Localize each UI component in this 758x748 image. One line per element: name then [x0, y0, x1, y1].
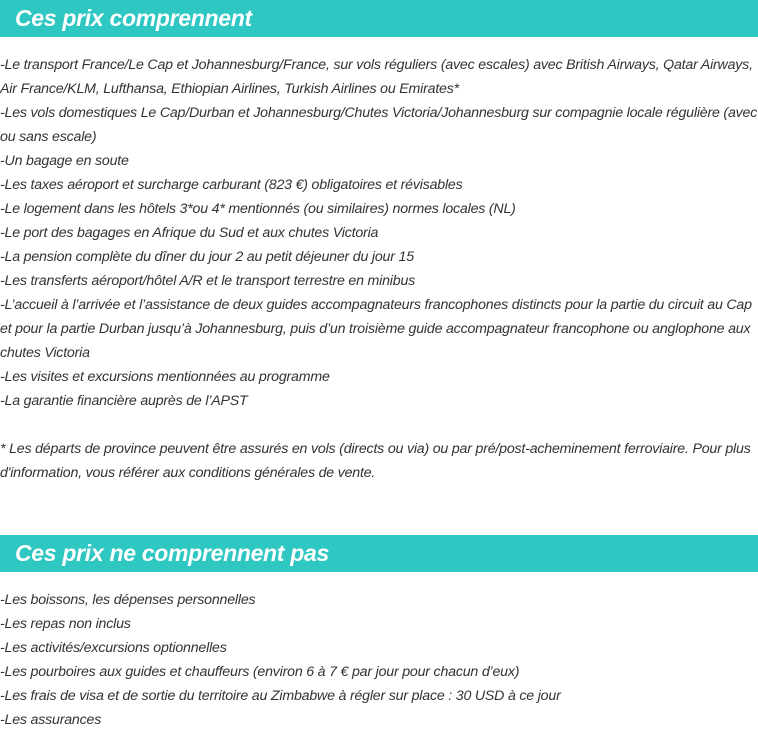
included-section-header [0, 0, 758, 37]
list-item: -L’accueil à l’arrivée et l’assistance de deux guides accompagnateurs francophones distincts pour la partie du circuit au Cap et pour la partie Durban jusqu’à Johannesburg, puis d’un troisième guide accompagnateur francophone ou anglophone aux chutes Victoria [0, 297, 752, 361]
list-item: -Un bagage en soute [0, 153, 129, 169]
list-item: -Les taxes aéroport et surcharge carburant (823 €) obligatoires et révisables [0, 177, 463, 193]
list-item: -La garantie financière auprès de l’APST [0, 393, 248, 409]
excluded-title: Ces prix ne comprennent pas [15, 540, 329, 566]
list-item: -Les transferts aéroport/hôtel A/R et le transport terrestre en minibus [0, 273, 416, 289]
list-item: -Les boissons, les dépenses personnelles [0, 592, 256, 608]
included-list [0, 53, 758, 485]
list-item: -Les pourboires aux guides et chauffeurs (environ 6 à 7 € par jour pour chacun d’eux) [0, 664, 520, 680]
excluded-list [0, 588, 758, 732]
list-item: -Les assurances [0, 712, 102, 728]
footnote: * Les départs de province peuvent être assurés en vols (directs ou via) ou par pré/post-acheminement ferroviaire. Pour plus d'information, vous référer aux conditions générales de vente. [0, 441, 751, 481]
list-item: -Le port des bagages en Afrique du Sud et aux chutes Victoria [0, 225, 379, 241]
list-item: -La pension complète du dîner du jour 2 au petit déjeuner du jour 15 [0, 249, 414, 265]
list-item: -Les visites et excursions mentionnées au programme [0, 369, 330, 385]
list-item: -Les repas non inclus [0, 616, 131, 632]
list-item: -Les frais de visa et de sortie du territoire au Zimbabwe à régler sur place : 30 USD à ce jour [0, 688, 561, 704]
list-item: -Les vols domestiques Le Cap/Durban et Johannesburg/Chutes Victoria/Johannesburg sur compagnie locale régulière (avec ou sans escale) [0, 105, 758, 145]
list-item: -Les activités/excursions optionnelles [0, 640, 227, 656]
list-item: -Le logement dans les hôtels 3*ou 4* mentionnés (ou similaires) normes locales (NL) [0, 201, 516, 217]
included-title: Ces prix comprennent [15, 5, 252, 31]
list-item: -Le transport France/Le Cap et Johannesburg/France, sur vols réguliers (avec escales) avec British Airways, Qatar Airways, Air France/KLM, Lufthansa, Ethiopian Airlines, Turkish Airlines ou Emirates* [0, 57, 753, 97]
excluded-section-header [0, 535, 758, 572]
